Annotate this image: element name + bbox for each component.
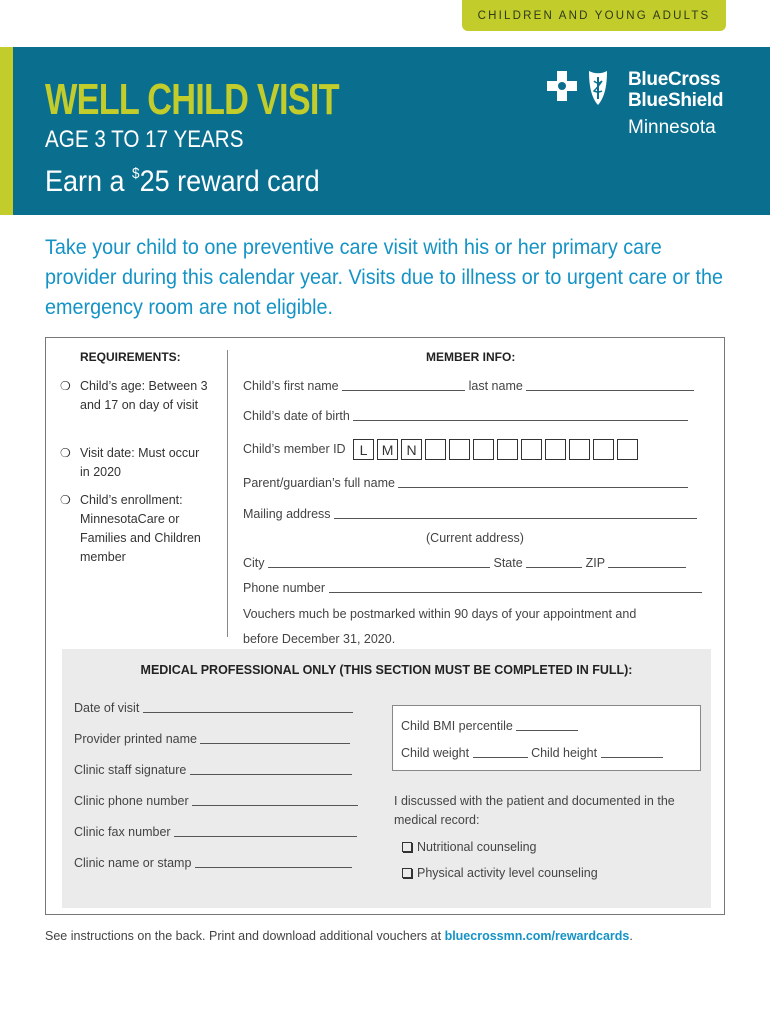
bmi-field[interactable] <box>516 719 578 731</box>
reward-suffix: 25 reward card <box>139 165 320 198</box>
first-name-field[interactable] <box>342 379 465 391</box>
checkbox-icon[interactable] <box>402 842 412 852</box>
phone-field[interactable] <box>329 581 702 593</box>
city-row <box>243 556 686 570</box>
height-label: Child height <box>531 746 598 760</box>
checkbox-icon[interactable] <box>402 868 412 878</box>
provider-name-row <box>74 732 350 746</box>
first-name-label: Child’s first name <box>243 379 339 393</box>
bmi-label: Child BMI percentile <box>401 719 513 733</box>
logo-text-bluecross: BlueCross <box>628 69 721 90</box>
zip-label: ZIP <box>585 556 605 570</box>
member-id-boxes <box>353 439 641 460</box>
medical-section <box>62 649 711 908</box>
member-id-label: Child’s member ID <box>243 441 346 456</box>
nutritional-checkbox-row[interactable] <box>402 840 537 854</box>
date-of-visit-field[interactable] <box>143 701 353 713</box>
provider-name-label: Provider printed name <box>74 732 197 746</box>
member-id-box[interactable] <box>425 439 446 460</box>
child-name-row <box>243 379 694 393</box>
clinic-fax-field[interactable] <box>174 825 357 837</box>
dob-label: Child’s date of birth <box>243 409 350 423</box>
height-field[interactable] <box>601 746 663 758</box>
reward-currency: $ <box>132 165 140 182</box>
state-field[interactable] <box>526 556 582 568</box>
city-label: City <box>243 556 265 570</box>
intro-paragraph: Take your child to one preventive care visit with his or her primary care provider during this calendar year. Visits due to illness or to urgent care or the emergency room are not eligible. <box>45 235 724 319</box>
last-name-field[interactable] <box>526 379 694 391</box>
logo-text-blueshield: BlueShield <box>628 90 724 111</box>
category-tab: CHILDREN AND YOUNG ADULTS <box>462 0 726 31</box>
clinic-fax-row <box>74 825 357 839</box>
member-id-box[interactable] <box>545 439 566 460</box>
activity-checkbox-row[interactable] <box>402 866 598 880</box>
hero-banner <box>13 47 770 215</box>
city-field[interactable] <box>268 556 490 568</box>
page-subtitle: AGE 3 TO 17 YEARS <box>45 126 244 153</box>
clinic-name-label: Clinic name or stamp <box>74 856 192 870</box>
requirement-enrollment <box>60 491 220 567</box>
clinic-name-row <box>74 856 352 870</box>
member-id-row <box>243 439 641 460</box>
state-label: State <box>493 556 523 570</box>
dob-field[interactable] <box>353 409 688 421</box>
phone-label: Phone number <box>243 581 326 595</box>
staff-signature-field[interactable] <box>190 763 352 775</box>
requirements-heading: REQUIREMENTS: <box>80 350 181 364</box>
weight-label: Child weight <box>401 746 470 760</box>
date-of-visit-label: Date of visit <box>74 701 140 715</box>
page-title: WELL CHILD VISIT <box>45 75 339 124</box>
member-info-heading: MEMBER INFO: <box>426 350 516 364</box>
member-id-box[interactable] <box>521 439 542 460</box>
member-id-box[interactable] <box>617 439 638 460</box>
guardian-row <box>243 476 688 490</box>
discussed-statement: I discussed with the patient and documented in the medical record: <box>394 794 675 827</box>
guardian-field[interactable] <box>398 476 688 488</box>
requirement-age <box>60 377 230 415</box>
bmi-box <box>392 705 701 771</box>
circle-bullet-icon: ❍ <box>60 493 71 507</box>
member-id-box[interactable] <box>569 439 590 460</box>
current-address-note: (Current address) <box>426 531 524 545</box>
medical-heading: MEDICAL PROFESSIONAL ONLY (THIS SECTION MUST BE COMPLETED IN FULL): <box>140 663 633 677</box>
clinic-phone-row <box>74 794 358 808</box>
weight-height-row <box>401 746 663 760</box>
member-id-box: N <box>401 439 422 460</box>
requirement-visit-date <box>60 444 210 482</box>
logo-text-state: Minnesota <box>628 117 716 138</box>
member-id-box[interactable] <box>593 439 614 460</box>
clinic-name-field[interactable] <box>195 856 352 868</box>
member-id-box[interactable] <box>449 439 470 460</box>
date-of-visit-row <box>74 701 353 715</box>
last-name-label: last name <box>468 379 523 393</box>
bluecross-blueshield-logo-icon <box>545 69 623 109</box>
member-id-box[interactable] <box>497 439 518 460</box>
activity-label: Physical activity level counseling <box>417 866 598 880</box>
mailing-field[interactable] <box>334 507 697 519</box>
member-id-box: M <box>377 439 398 460</box>
guardian-label: Parent/guardian’s full name <box>243 476 395 490</box>
bmi-row <box>401 719 578 733</box>
reward-prefix: Earn a <box>45 165 133 198</box>
reward-headline <box>45 165 320 199</box>
member-id-box[interactable] <box>473 439 494 460</box>
voucher-note-line2: before December 31, 2020. <box>243 632 396 646</box>
mailing-row <box>243 507 697 521</box>
staff-signature-label: Clinic staff signature <box>74 763 187 777</box>
member-id-box: L <box>353 439 374 460</box>
nutritional-label: Nutritional counseling <box>417 840 537 854</box>
voucher-form <box>45 337 725 915</box>
reward-cards-link[interactable]: bluecrossmn.com/rewardcards <box>444 929 630 943</box>
requirement-text: Child’s enrollment: MinnesotaCare or Families and Children member <box>80 493 201 564</box>
clinic-phone-label: Clinic phone number <box>74 794 189 808</box>
provider-name-field[interactable] <box>200 732 350 744</box>
footer-end: . <box>629 929 633 943</box>
dob-row <box>243 409 688 423</box>
circle-bullet-icon: ❍ <box>60 379 71 393</box>
voucher-note-line1: Vouchers much be postmarked within 90 days of your appointment and <box>243 607 637 621</box>
hero-accent-strip <box>0 47 13 215</box>
footer-text: See instructions on the back. Print and download additional vouchers at <box>45 929 445 943</box>
zip-field[interactable] <box>608 556 686 568</box>
weight-field[interactable] <box>473 746 528 758</box>
requirement-text: Child’s age: Between 3 and 17 on day of visit <box>80 379 208 412</box>
mailing-label: Mailing address <box>243 507 331 521</box>
footer-instructions <box>45 929 633 943</box>
clinic-phone-field[interactable] <box>192 794 358 806</box>
phone-row <box>243 581 702 595</box>
circle-bullet-icon: ❍ <box>60 446 71 460</box>
clinic-fax-label: Clinic fax number <box>74 825 171 839</box>
staff-signature-row <box>74 763 352 777</box>
requirement-text: Visit date: Must occur in 2020 <box>80 446 200 479</box>
